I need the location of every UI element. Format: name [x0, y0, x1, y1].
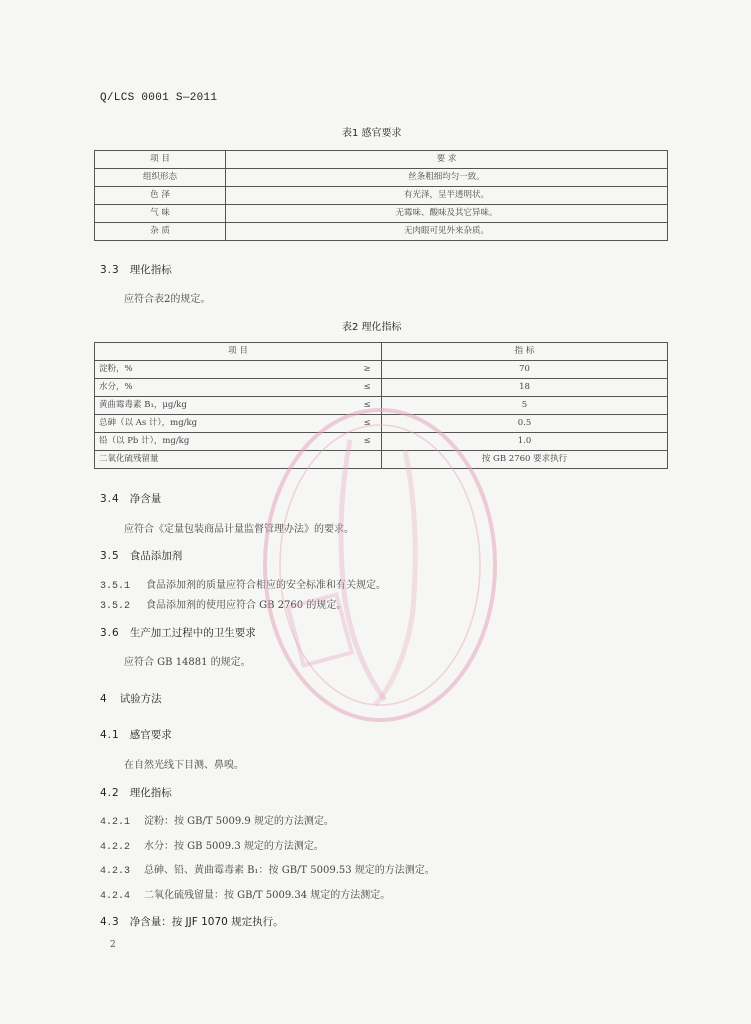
table-cell: 气 味: [95, 205, 226, 223]
table-cell: 淀粉，%: [95, 361, 354, 379]
section-4-3-heading: [100, 914, 284, 929]
table2-physicochemical: [94, 342, 668, 469]
section-3-6-heading: [100, 625, 256, 640]
section-3-3-text: 应符合表2的规定。: [124, 294, 211, 305]
table-row: [95, 223, 668, 241]
table-cell: 无霉味、酸味及其它异味。: [226, 205, 668, 223]
table-row: [95, 433, 668, 451]
table-header-cell: 项 目: [95, 343, 382, 361]
table-row: [95, 397, 668, 415]
section-number: 3.6: [100, 627, 120, 639]
clause-text: 二氧化硫残留量：按 GB/T 5009.34 规定的方法测定。: [144, 890, 391, 901]
section-3-6-text: 应符合 GB 14881 的规定。: [124, 657, 251, 668]
table-cell: 丝条粗细均匀一致。: [226, 169, 668, 187]
table-header-cell: 要 求: [226, 151, 668, 169]
section-3-3-heading: [100, 262, 172, 277]
table-cell: 总砷（以 As 计），mg/kg: [95, 415, 354, 433]
section-3-5-heading: [100, 548, 182, 563]
section-4-heading: [100, 691, 162, 706]
clause-text: 总砷、铅、黄曲霉毒素 B₁：按 GB/T 5009.53 规定的方法测定。: [144, 865, 435, 876]
section-number: 4.1: [100, 729, 120, 741]
table-row: [95, 361, 668, 379]
clause-4-2-3: [100, 861, 435, 877]
section-number: 4: [100, 693, 108, 705]
table-cell: 无肉眼可见外来杂质。: [226, 223, 668, 241]
table-cell: 有光泽，呈半透明状。: [226, 187, 668, 205]
table-cell: 5: [382, 397, 668, 415]
table-header-row: [95, 151, 668, 169]
clause-text: 食品添加剂的质量应符合相应的安全标准和有关规定。: [146, 580, 386, 591]
table-cell: 色 泽: [95, 187, 226, 205]
clause-text: 食品添加剂的使用应符合 GB 2760 的规定。: [146, 600, 347, 611]
section-3-4-text: 应符合《定量包装商品计量监督管理办法》的要求。: [124, 524, 354, 535]
table-row: [95, 169, 668, 187]
clause-number: 4.2.3: [100, 866, 131, 877]
table2-caption: 表2 理化指标: [342, 322, 402, 333]
section-title: 理化指标: [129, 264, 172, 276]
clause-number: 4.2.4: [100, 891, 131, 902]
table-row: [95, 187, 668, 205]
section-number: 3.4: [100, 493, 120, 505]
table-cell: 70: [382, 361, 668, 379]
table-cell: ≤: [353, 433, 382, 451]
table-cell: 二氧化硫残留量: [95, 451, 382, 469]
table1-caption: 表1 感官要求: [342, 128, 402, 139]
clause-4-2-4: [100, 886, 390, 902]
standard-code-header: Q/LCS 0001 S—2011: [100, 92, 218, 104]
clause-text: 淀粉：按 GB/T 5009.9 规定的方法测定。: [144, 816, 334, 827]
table-cell: 1.0: [382, 433, 668, 451]
page-number: 2: [110, 940, 116, 950]
clause-3-5-2: [100, 596, 346, 612]
table-cell: ≤: [353, 415, 382, 433]
table-cell: 水分，%: [95, 379, 354, 397]
table-cell: ≥: [353, 361, 382, 379]
section-number: 4.3: [100, 916, 120, 928]
clause-4-2-2: [100, 837, 324, 853]
section-number: 4.2: [100, 787, 120, 799]
section-title: 理化指标: [129, 787, 172, 799]
clause-number: 3.5.2: [100, 601, 131, 612]
table-row: [95, 451, 668, 469]
clause-number: 4.2.1: [100, 817, 131, 828]
clause-number: 4.2.2: [100, 842, 131, 853]
table-cell: 黄曲霉毒素 B₁，μg/kg: [95, 397, 354, 415]
section-title: 食品添加剂: [129, 550, 183, 562]
clause-4-2-1: [100, 812, 334, 828]
section-title: 试验方法: [119, 693, 162, 705]
section-number: 3.3: [100, 264, 120, 276]
table-row: [95, 415, 668, 433]
table-cell: 18: [382, 379, 668, 397]
table1-sensory: [94, 150, 668, 241]
section-text: 净含量：按 JJF 1070 规定执行。: [129, 916, 284, 928]
section-4-1-text: 在自然光线下目测、鼻嗅。: [124, 760, 244, 771]
table-row: [95, 379, 668, 397]
table-header-cell: 指 标: [382, 343, 668, 361]
table-cell: 杂 质: [95, 223, 226, 241]
table-cell: ≤: [353, 397, 382, 415]
table-cell: 组织形态: [95, 169, 226, 187]
section-3-4-heading: [100, 491, 161, 506]
table-cell: 0.5: [382, 415, 668, 433]
section-title: 感官要求: [129, 729, 172, 741]
table-cell: ≤: [353, 379, 382, 397]
clause-3-5-1: [100, 576, 386, 592]
section-4-2-heading: [100, 785, 172, 800]
table-header-cell: 项 目: [95, 151, 226, 169]
table-cell: 铅（以 Pb 计），mg/kg: [95, 433, 354, 451]
clause-text: 水分：按 GB 5009.3 规定的方法测定。: [144, 841, 324, 852]
clause-number: 3.5.1: [100, 581, 131, 592]
section-title: 净含量: [129, 493, 162, 505]
table-header-row: [95, 343, 668, 361]
table-row: [95, 205, 668, 223]
table-cell: 按 GB 2760 要求执行: [382, 451, 668, 469]
section-4-1-heading: [100, 727, 172, 742]
section-title: 生产加工过程中的卫生要求: [129, 627, 256, 639]
section-number: 3.5: [100, 550, 120, 562]
